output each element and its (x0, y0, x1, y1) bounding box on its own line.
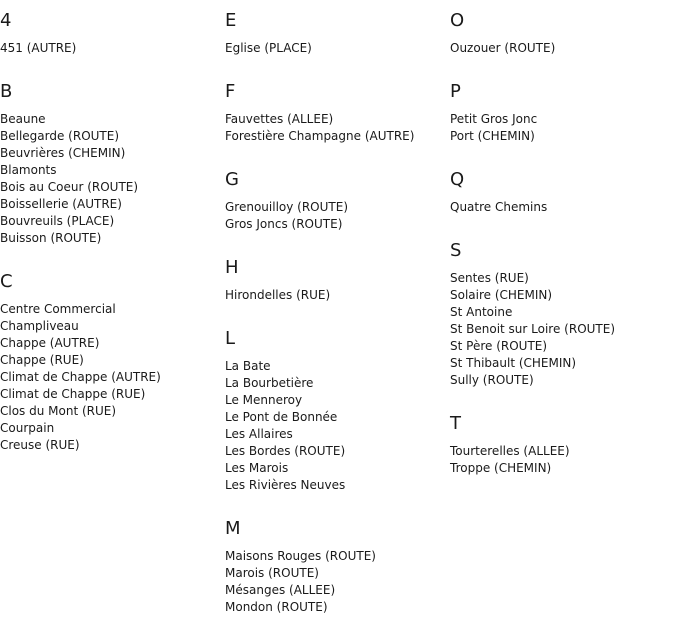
street-link[interactable]: Eglise (PLACE) (225, 41, 312, 55)
street-link[interactable]: Petit Gros Jonc (450, 112, 538, 126)
letter-group (450, 403, 675, 477)
letter-heading: C (0, 271, 13, 292)
street-link[interactable]: Tourterelles (ALLEE) (450, 444, 570, 458)
street-link[interactable]: Marois (ROUTE) (225, 566, 319, 580)
street-link[interactable]: 451 (AUTRE) (0, 41, 77, 55)
street-link[interactable]: Port (CHEMIN) (450, 129, 535, 143)
letter-group (225, 508, 450, 616)
letter-heading: T (450, 413, 461, 434)
letter-group (225, 71, 450, 145)
letter-group (225, 247, 450, 304)
street-link[interactable]: Troppe (CHEMIN) (450, 461, 552, 475)
street-column-3 (450, 0, 675, 491)
street-link[interactable]: Champliveau (0, 319, 79, 333)
street-link[interactable]: Ouzouer (ROUTE) (450, 41, 556, 55)
street-link[interactable]: Centre Commercial (0, 302, 116, 316)
letter-heading: G (225, 169, 239, 190)
letter-heading: H (225, 257, 239, 278)
letter-heading: E (225, 10, 237, 31)
street-link[interactable]: Hirondelles (RUE) (225, 288, 331, 302)
street-link[interactable]: St Père (ROUTE) (450, 339, 548, 353)
letter-heading: B (0, 81, 13, 102)
street-link[interactable]: Blamonts (0, 163, 57, 177)
street-link[interactable]: Le Menneroy (225, 393, 303, 407)
street-link[interactable]: Sully (ROUTE) (450, 373, 534, 387)
letter-group (450, 230, 675, 389)
street-link[interactable]: Bellegarde (ROUTE) (0, 129, 120, 143)
street-link[interactable]: Boissellerie (AUTRE) (0, 197, 122, 211)
street-link[interactable]: Forestière Champagne (AUTRE) (225, 129, 415, 143)
street-link[interactable]: Le Pont de Bonnée (225, 410, 338, 424)
letter-heading: 4 (0, 10, 12, 31)
letter-heading: L (225, 328, 236, 349)
street-link[interactable]: Clos du Mont (RUE) (0, 404, 117, 418)
street-link[interactable]: Fauvettes (ALLEE) (225, 112, 334, 126)
street-link[interactable]: Les Bordes (ROUTE) (225, 444, 346, 458)
street-column-2 (225, 0, 450, 630)
street-link[interactable]: St Antoine (450, 305, 513, 319)
street-link[interactable]: Beuvrières (CHEMIN) (0, 146, 126, 160)
letter-heading: F (225, 81, 236, 102)
street-link[interactable]: Mondon (ROUTE) (225, 600, 328, 614)
street-link[interactable]: Beaune (0, 112, 46, 126)
street-link[interactable]: Creuse (RUE) (0, 438, 80, 452)
street-link[interactable]: Chappe (RUE) (0, 353, 84, 367)
street-link[interactable]: Buisson (ROUTE) (0, 231, 102, 245)
street-link[interactable]: Quatre Chemins (450, 200, 548, 214)
street-link[interactable]: Mésanges (ALLEE) (225, 583, 336, 597)
letter-heading: S (450, 240, 462, 261)
letter-group (0, 0, 225, 57)
street-link[interactable]: Climat de Chappe (RUE) (0, 387, 146, 401)
letter-heading: P (450, 81, 461, 102)
street-link[interactable]: La Bourbetière (225, 376, 314, 390)
street-link[interactable]: Les Allaires (225, 427, 293, 441)
letter-group (225, 318, 450, 494)
street-link[interactable]: Gros Joncs (ROUTE) (225, 217, 343, 231)
street-link[interactable]: St Benoit sur Loire (ROUTE) (450, 322, 616, 336)
street-link[interactable]: Sentes (RUE) (450, 271, 529, 285)
street-link[interactable]: Grenouilloy (ROUTE) (225, 200, 349, 214)
letter-group (0, 71, 225, 247)
street-link[interactable]: Bois au Coeur (ROUTE) (0, 180, 139, 194)
letter-group (0, 261, 225, 454)
street-link[interactable]: Maisons Rouges (ROUTE) (225, 549, 376, 563)
street-link[interactable]: Climat de Chappe (AUTRE) (0, 370, 161, 384)
letter-group (450, 0, 675, 57)
letter-group (225, 159, 450, 233)
street-link[interactable]: Courpain (0, 421, 55, 435)
street-column-1 (0, 0, 225, 468)
street-link[interactable]: Les Rivières Neuves (225, 478, 346, 492)
street-link[interactable]: Solaire (CHEMIN) (450, 288, 553, 302)
street-link[interactable]: La Bate (225, 359, 271, 373)
street-link[interactable]: St Thibault (CHEMIN) (450, 356, 577, 370)
letter-group (450, 71, 675, 145)
street-link[interactable]: Les Marois (225, 461, 289, 475)
street-link[interactable]: Chappe (AUTRE) (0, 336, 100, 350)
street-link[interactable]: Bouvreuils (PLACE) (0, 214, 115, 228)
letter-heading: O (450, 10, 465, 31)
letter-group (225, 0, 450, 57)
letter-heading: M (225, 518, 241, 539)
letter-group (450, 159, 675, 216)
letter-heading: Q (450, 169, 465, 190)
